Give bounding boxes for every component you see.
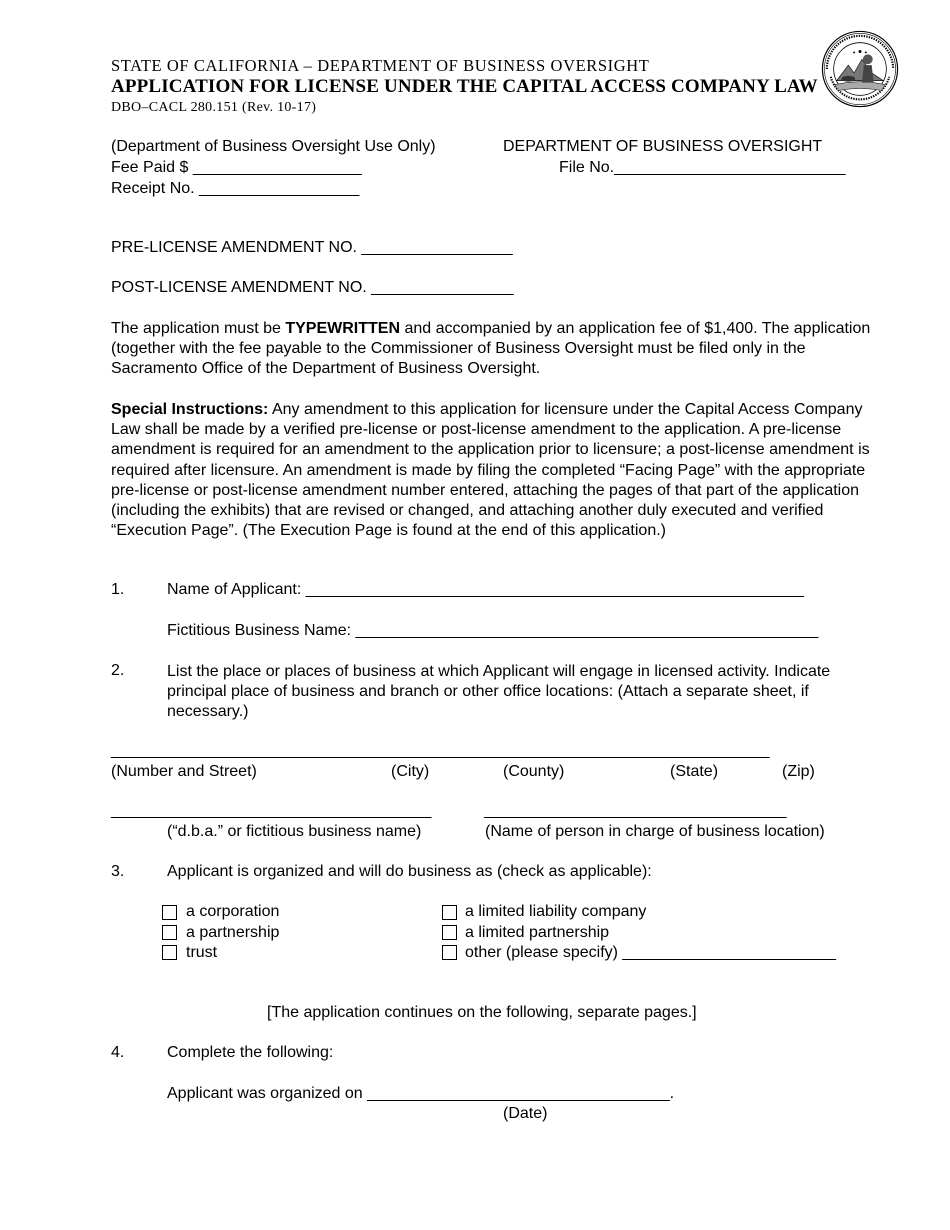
- special-instructions-text: Any amendment to this application for licensure under the Capital Access Company Law shall be made by a verified pre-license or post-license amendment to the application. A pre-license amendment is required for an amendment to the application prior to licensure; a post-license amendment is required after licensure. An amendment is made by filing the completed “Facing Page” with the appropriate pre-license or post-license amendment number entered, attaching the pages of that part of the application (including the exhibits) that are revised or changed, and attaching another duly executed and verified “Execution Page”. (The Execution Page is found at the end of this application.): [111, 401, 870, 540]
- item-4-text: Complete the following:: [167, 1044, 334, 1061]
- person-line-field[interactable]: __________________________________: [484, 802, 787, 819]
- receipt-no-field[interactable]: Receipt No. __________________: [111, 180, 360, 197]
- trust-label: trust: [186, 944, 218, 961]
- partnership-label: a partnership: [186, 924, 280, 941]
- person-in-charge-label: (Name of person in charge of business location): [485, 823, 825, 840]
- intro-text-end: and accompanied by an application fee of $1,400. The application (together with the fee payable to the Commissioner of Business Oversight must be filed only in the Sacramento Office of the Department of Business Oversight.: [111, 320, 871, 378]
- office-use-label: (Department of Business Oversight Use Only): [111, 138, 436, 155]
- item-2-text: List the place or places of business at which Applicant will engage in licensed activity. Indicate principal place of business and branch or other office locations: (Attach a separate sheet, if necessary.): [167, 663, 831, 721]
- continue-note: [The application continues on the following, separate pages.]: [267, 1004, 697, 1021]
- form-title: APPLICATION FOR LICENSE UNDER THE CAPITAL ACCESS COMPANY LAW: [111, 76, 818, 97]
- zip-label: (Zip): [782, 763, 815, 780]
- limited-partnership-label: a limited partnership: [465, 924, 610, 941]
- special-instructions: [111, 400, 883, 541]
- fictitious-name-field[interactable]: Fictitious Business Name: ____________________________________________________: [167, 622, 819, 639]
- limited-partnership-checkbox[interactable]: [442, 925, 457, 940]
- llc-checkbox[interactable]: [442, 905, 457, 920]
- trust-checkbox[interactable]: [162, 945, 177, 960]
- typewritten-emphasis: TYPEWRITTEN: [285, 320, 400, 337]
- intro-paragraph: [111, 319, 881, 380]
- item-1-number: 1.: [111, 581, 125, 598]
- post-license-amendment-field[interactable]: POST-LICENSE AMENDMENT NO. ________________: [111, 279, 514, 296]
- dept-name: DEPARTMENT OF BUSINESS OVERSIGHT: [503, 138, 823, 155]
- agency-line: STATE OF CALIFORNIA – DEPARTMENT OF BUSINESS OVERSIGHT: [111, 56, 650, 75]
- street-label: (Number and Street): [111, 763, 257, 780]
- form-number: DBO–CACL 280.151 (Rev. 10-17): [111, 100, 317, 115]
- corporation-checkbox[interactable]: [162, 905, 177, 920]
- dba-line-field[interactable]: ____________________________________: [111, 802, 432, 819]
- county-label: (County): [503, 763, 565, 780]
- item-3-number: 3.: [111, 863, 125, 880]
- date-label: (Date): [503, 1105, 548, 1122]
- partnership-checkbox[interactable]: [162, 925, 177, 940]
- intro-text-start: The application must be: [111, 320, 286, 337]
- organized-date-field[interactable]: Applicant was organized on __________________________________.: [167, 1085, 675, 1102]
- dba-label: (“d.b.a.” or fictitious business name): [167, 823, 422, 840]
- other-checkbox[interactable]: [442, 945, 457, 960]
- pre-license-amendment-field[interactable]: PRE-LICENSE AMENDMENT NO. _________________: [111, 239, 513, 256]
- address-line-field[interactable]: __________________________________________________________________________: [111, 742, 770, 759]
- state-seal-icon: [821, 30, 899, 108]
- other-specify-field[interactable]: other (please specify) ________________________: [465, 944, 836, 961]
- item-4-number: 4.: [111, 1044, 125, 1061]
- applicant-name-field[interactable]: Name of Applicant: ________________________________________________________: [167, 581, 805, 598]
- city-label: (City): [391, 763, 430, 780]
- item-3-text: Applicant is organized and will do business as (check as applicable):: [167, 863, 652, 880]
- corporation-label: a corporation: [186, 903, 280, 920]
- fee-paid-field[interactable]: Fee Paid $ ___________________: [111, 159, 362, 176]
- item-2-number: 2.: [111, 662, 125, 679]
- file-no-field[interactable]: File No.__________________________: [559, 159, 846, 176]
- llc-label: a limited liability company: [465, 903, 647, 920]
- state-label: (State): [670, 763, 719, 780]
- special-instructions-label: Special Instructions:: [111, 401, 269, 418]
